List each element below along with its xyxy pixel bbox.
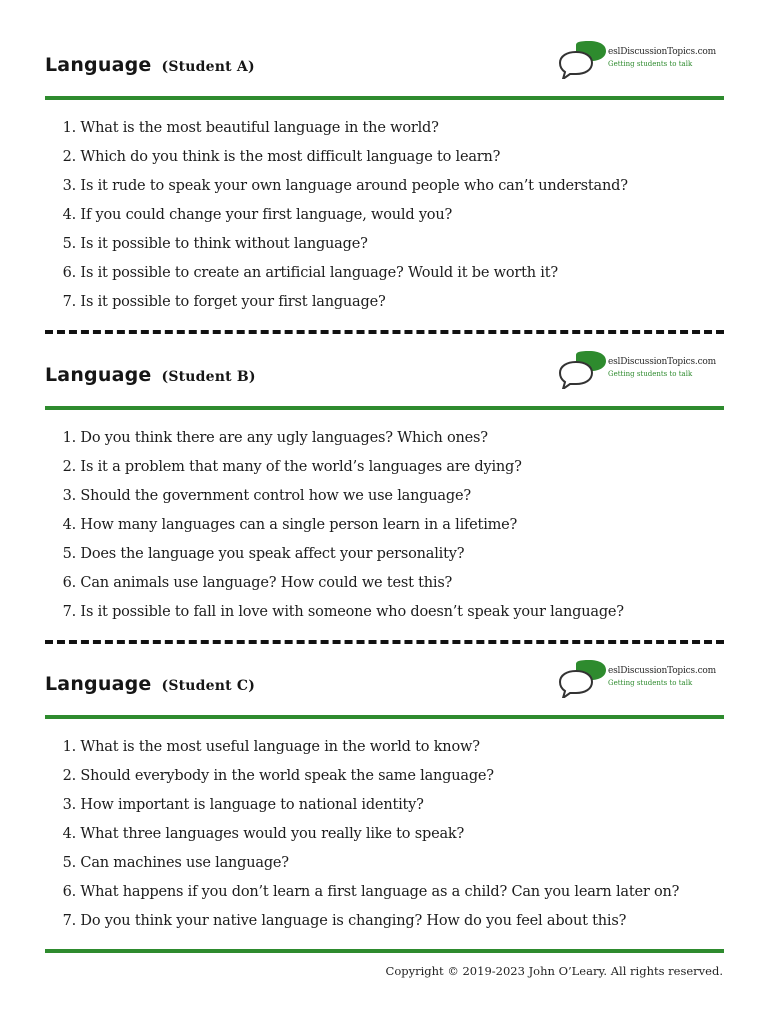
section-student-b	[45, 356, 724, 627]
question-item	[45, 907, 724, 936]
logo-tagline: Getting students to talk	[608, 60, 693, 68]
speech-bubbles-icon	[556, 41, 608, 79]
question-text: If you could change your first language, would you?	[80, 207, 453, 223]
student-label: (Student C)	[161, 678, 256, 694]
question-number: 6.	[62, 575, 76, 591]
cut-line	[45, 330, 724, 334]
esl-logo	[556, 660, 724, 702]
question-number: 1.	[62, 120, 76, 136]
section-header	[45, 46, 724, 96]
question-number: 1.	[62, 430, 76, 446]
esl-logo	[556, 351, 724, 393]
question-text: Does the language you speak affect your personality?	[80, 546, 465, 562]
question-item	[45, 453, 724, 482]
question-item	[45, 569, 724, 598]
speech-bubbles-icon	[556, 351, 608, 389]
question-text: Which do you think is the most difficult language to learn?	[80, 149, 501, 165]
question-text: Can machines use language?	[80, 855, 289, 871]
question-text: Is it possible to forget your first language?	[80, 294, 386, 310]
question-item	[45, 733, 724, 762]
student-label: (Student A)	[161, 59, 255, 75]
question-number: 4.	[62, 207, 76, 223]
question-item	[45, 540, 724, 569]
question-list	[45, 100, 724, 317]
question-number: 2.	[62, 768, 76, 784]
question-item	[45, 878, 724, 907]
question-number: 2.	[62, 459, 76, 475]
title-text: Language	[45, 54, 152, 76]
question-text: Is it possible to fall in love with someone who doesn’t speak your language?	[80, 604, 624, 620]
question-number: 1.	[62, 739, 76, 755]
title-text: Language	[45, 364, 152, 386]
question-number: 5.	[62, 855, 76, 871]
question-text: Do you think there are any ugly languages? Which ones?	[80, 430, 488, 446]
question-item	[45, 114, 724, 143]
question-number: 3.	[62, 488, 76, 504]
speech-bubbles-icon	[556, 660, 608, 698]
question-text: Do you think your native language is changing? How do you feel about this?	[80, 913, 627, 929]
question-text: How important is language to national identity?	[80, 797, 424, 813]
logo-tagline: Getting students to talk	[608, 679, 693, 687]
section-header	[45, 665, 724, 715]
question-text: What happens if you don’t learn a first language as a child? Can you learn later on?	[80, 884, 680, 900]
copyright-notice: Copyright © 2019-2023 John O’Leary. All rights reserved.	[385, 964, 723, 978]
question-text: How many languages can a single person learn in a lifetime?	[80, 517, 518, 533]
question-number: 7.	[62, 604, 76, 620]
question-number: 4.	[62, 517, 76, 533]
question-text: What is the most beautiful language in the world?	[80, 120, 439, 136]
question-item	[45, 201, 724, 230]
student-label: (Student B)	[161, 369, 256, 385]
section-student-a	[45, 46, 724, 317]
question-list	[45, 410, 724, 627]
question-item	[45, 288, 724, 317]
question-text: Should everybody in the world speak the same language?	[80, 768, 494, 784]
logo-site-name: eslDiscussionTopics.com	[608, 47, 716, 57]
logo-site-name: eslDiscussionTopics.com	[608, 357, 716, 367]
logo-site-name: eslDiscussionTopics.com	[608, 666, 716, 676]
question-item	[45, 762, 724, 791]
section-student-c	[45, 665, 724, 936]
question-text: Is it a problem that many of the world’s languages are dying?	[80, 459, 522, 475]
question-number: 7.	[62, 913, 76, 929]
question-item	[45, 511, 724, 540]
question-text: Can animals use language? How could we test this?	[80, 575, 453, 591]
logo-tagline: Getting students to talk	[608, 370, 693, 378]
question-list	[45, 719, 724, 936]
question-item	[45, 482, 724, 511]
question-item	[45, 849, 724, 878]
question-item	[45, 259, 724, 288]
footer-divider	[45, 949, 724, 953]
section-header	[45, 356, 724, 406]
question-number: 6.	[62, 265, 76, 281]
question-number: 5.	[62, 546, 76, 562]
question-item	[45, 424, 724, 453]
question-item	[45, 143, 724, 172]
question-item	[45, 598, 724, 627]
question-number: 3.	[62, 797, 76, 813]
title-text: Language	[45, 673, 152, 695]
question-number: 3.	[62, 178, 76, 194]
question-text: Is it rude to speak your own language around people who can’t understand?	[80, 178, 628, 194]
question-number: 5.	[62, 236, 76, 252]
question-number: 6.	[62, 884, 76, 900]
question-item	[45, 820, 724, 849]
question-text: What three languages would you really like to speak?	[80, 826, 465, 842]
question-item	[45, 791, 724, 820]
question-text: Should the government control how we use language?	[80, 488, 471, 504]
section-title	[45, 364, 256, 386]
question-number: 7.	[62, 294, 76, 310]
question-text: Is it possible to create an artificial language? Would it be worth it?	[80, 265, 558, 281]
section-title	[45, 673, 255, 695]
section-title	[45, 54, 255, 76]
question-text: What is the most useful language in the world to know?	[80, 739, 480, 755]
question-text: Is it possible to think without language?	[80, 236, 368, 252]
cut-line	[45, 640, 724, 644]
question-number: 4.	[62, 826, 76, 842]
question-item	[45, 230, 724, 259]
question-item	[45, 172, 724, 201]
question-number: 2.	[62, 149, 76, 165]
esl-logo	[556, 41, 724, 83]
